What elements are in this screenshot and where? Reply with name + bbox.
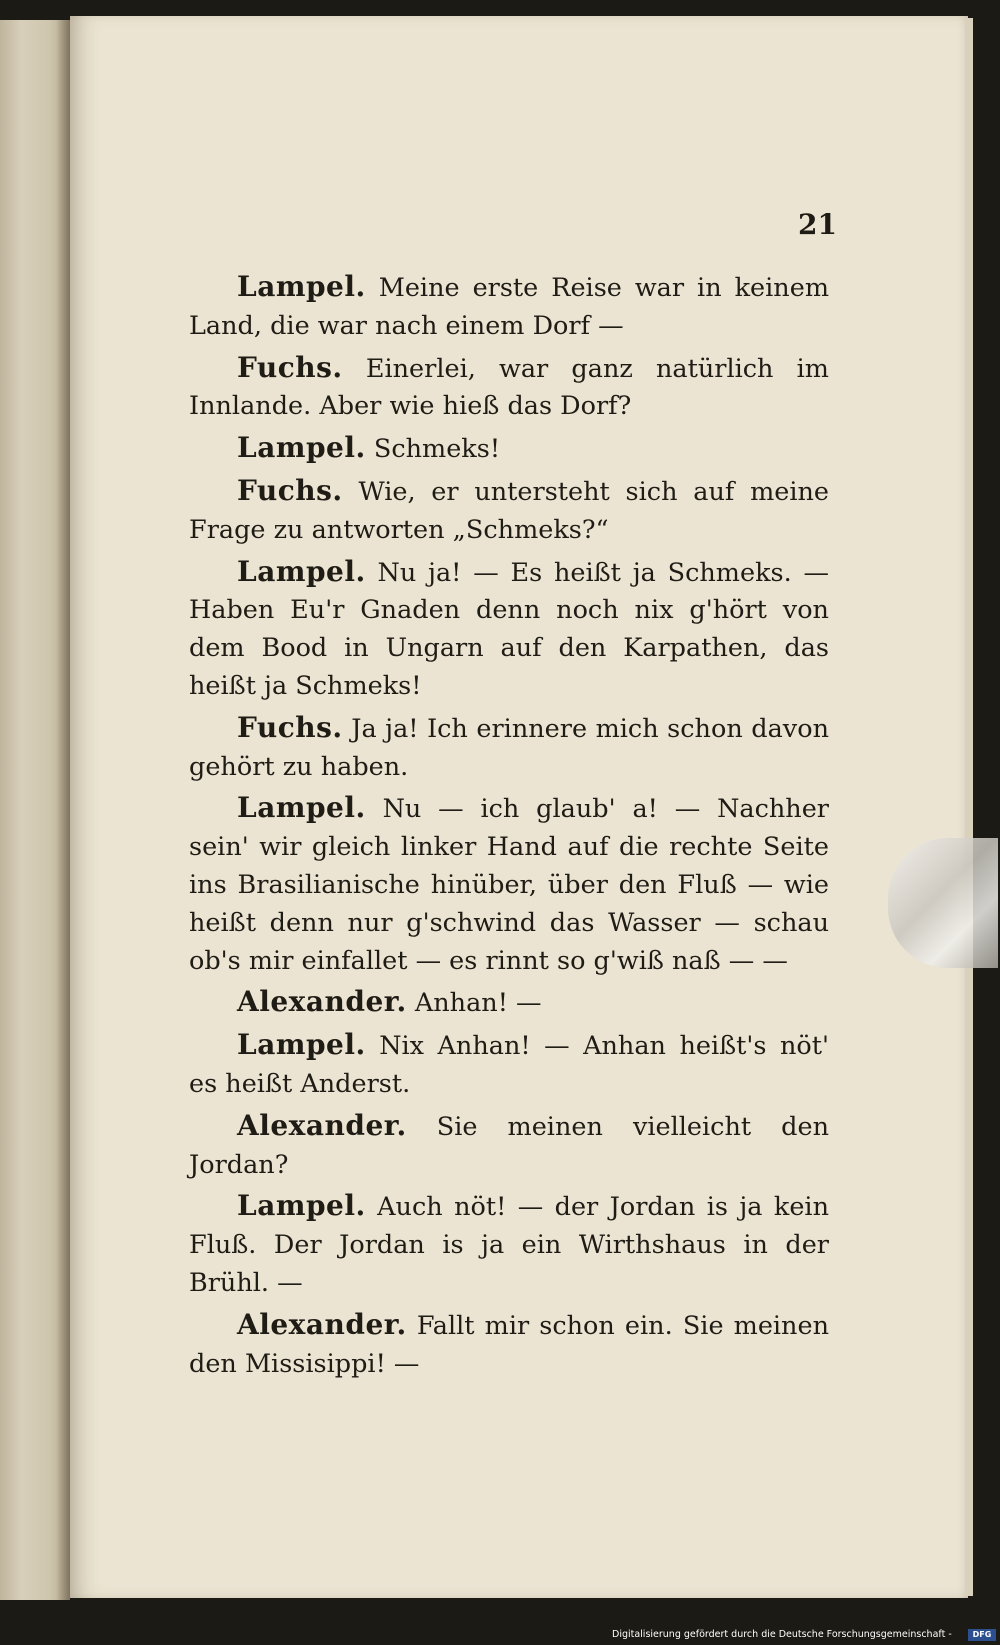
speech-11 bbox=[189, 1187, 829, 1302]
speech-text: Fallt mir schon ein. Sie meinen den Missisippi! — bbox=[189, 1310, 829, 1379]
speaker-name: Fuchs. bbox=[237, 710, 343, 744]
speaker-name: Lampel. bbox=[237, 554, 366, 588]
speech-text: Wie, er untersteht sich auf meine Frage zu antworten „Schmeks?“ bbox=[189, 476, 830, 545]
speech-text: Sie meinen vielleicht den Jordan? bbox=[189, 1111, 829, 1180]
play-text bbox=[189, 268, 829, 1386]
speech-4 bbox=[189, 472, 829, 550]
spine-shadow bbox=[56, 20, 70, 1600]
speaker-name: Lampel. bbox=[237, 791, 366, 825]
speech-5 bbox=[189, 553, 829, 706]
speech-6 bbox=[189, 709, 829, 787]
page-number: 21 bbox=[798, 208, 837, 241]
speaker-name: Fuchs. bbox=[237, 350, 343, 384]
page-clip bbox=[888, 838, 998, 968]
speech-text: Meine erste Reise war in keinem Land, die war nach einem Dorf — bbox=[189, 273, 829, 341]
page-edge bbox=[965, 18, 973, 1596]
speech-text: Schmeks! bbox=[373, 434, 501, 465]
speech-text: Nix Anhan! — Anhan heißt's nöt' es heißt Anderst. bbox=[189, 1031, 829, 1099]
speech-text: Einerlei, war ganz natürlich im Innlande. Aber wie hieß das Dorf? bbox=[189, 353, 829, 422]
speech-12 bbox=[189, 1306, 829, 1384]
speech-2 bbox=[189, 349, 829, 427]
dfg-logo: DFG bbox=[968, 1629, 996, 1641]
speech-text: Auch nöt! — der Jordan is ja kein Fluß. Der Jordan is ja ein Wirthshaus in der Brühl. — bbox=[189, 1192, 830, 1298]
speech-3 bbox=[189, 429, 829, 469]
speaker-name: Alexander. bbox=[237, 1108, 407, 1142]
book-spine-edge bbox=[0, 20, 70, 1600]
speech-text: Ja ja! Ich erinnere mich schon davon gehört zu haben. bbox=[189, 713, 829, 782]
speaker-name: Lampel. bbox=[237, 1028, 366, 1062]
speaker-name: Alexander. bbox=[237, 985, 407, 1019]
speech-text: Anhan! — bbox=[414, 988, 542, 1019]
speech-text: Nu — ich glaub' a! — Nachher sein' wir gleich linker Hand auf die rechte Seite ins Brasilianische hinüber, über den Fluß — wie heißt denn nur g'schwind das Wasser — schau ob's mir einfallet — es rinnt so g'wiß naß — — bbox=[189, 794, 829, 976]
speech-text: Nu ja! — Es heißt ja Schmeks. — Haben Eu'r Gnaden denn noch nix g'hört von dem Bood in Ungarn auf den Karpathen, das heißt ja Schmeks! bbox=[189, 557, 829, 701]
speech-8 bbox=[189, 983, 829, 1023]
speech-10 bbox=[189, 1107, 829, 1185]
speaker-name: Lampel. bbox=[237, 1189, 366, 1223]
speech-1 bbox=[189, 268, 829, 346]
footer-credit: Digitalisierung gefördert durch die Deutsche Forschungsgemeinschaft - bbox=[612, 1629, 952, 1640]
speaker-name: Alexander. bbox=[237, 1307, 407, 1341]
speaker-name: Lampel. bbox=[237, 431, 366, 465]
speech-7 bbox=[189, 789, 829, 980]
speaker-name: Fuchs. bbox=[237, 473, 343, 507]
speaker-name: Lampel. bbox=[237, 270, 366, 303]
speech-9 bbox=[189, 1026, 829, 1104]
